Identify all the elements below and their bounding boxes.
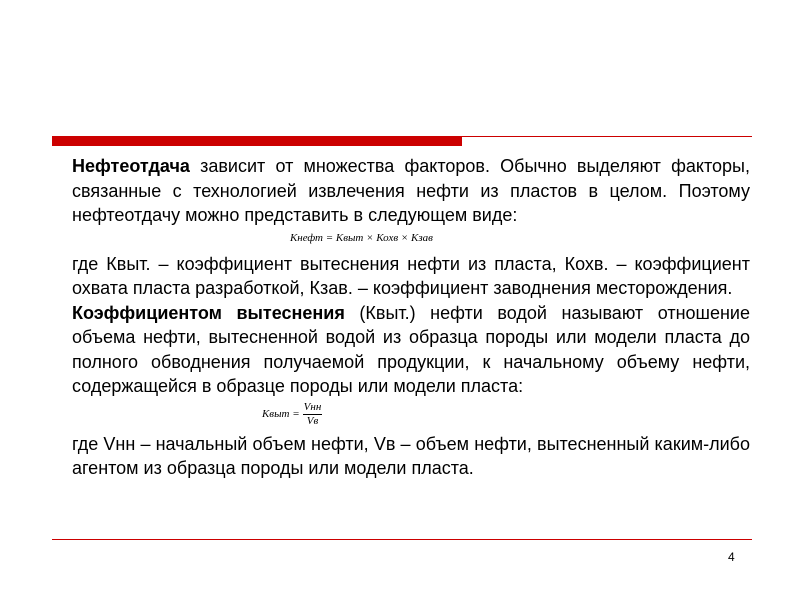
bottom-divider-line xyxy=(52,539,752,540)
formula-lhs: Квыт = xyxy=(262,408,300,420)
top-accent-bar xyxy=(52,136,462,146)
paragraph-displacement-text: (Квыт.) нефти водой называют отношение объема нефти, вытесненной водой из образца породы или модели пласта до полного обводнения получаемой продукции, к начальному объему нефти, содержащейся в образце породы или модели пласта: xyxy=(72,302,750,396)
paragraph-definitions: где Квыт. – коэффициент вытеснения нефти из пласта, Кохв. – коэффициент охвата пласта разработкой, Кзав. – коэффициент заводнения месторождения. xyxy=(72,253,750,298)
slide-content xyxy=(72,154,750,481)
formula-numerator: Vнн xyxy=(303,400,322,413)
paragraph-intro-text: зависит от множества факторов. Обычно выделяют факторы, связанные с технологией извлечения нефти из пластов в целом. Поэтому нефтеотдачу можно представить в следующем виде: xyxy=(72,156,750,225)
paragraph-intro xyxy=(72,154,750,228)
term-displacement-coefficient: Коэффициентом вытеснения xyxy=(72,302,345,323)
formula-denominator: Vв xyxy=(306,414,319,427)
formula-oil-recovery: Кнефт = Квыт × Кохв × Кзав xyxy=(290,231,433,244)
paragraph-volume-definitions: где Vнн – начальный объем нефти, Vв – объем нефти, вытесненный каким-либо агентом из образца породы или модели пласта. xyxy=(72,433,750,478)
paragraph-displacement xyxy=(72,301,750,399)
page-number: 4 xyxy=(728,550,735,564)
term-oil-recovery: Нефтеотдача xyxy=(72,156,190,176)
formula-fraction xyxy=(303,401,323,428)
formula-displacement xyxy=(262,401,750,428)
